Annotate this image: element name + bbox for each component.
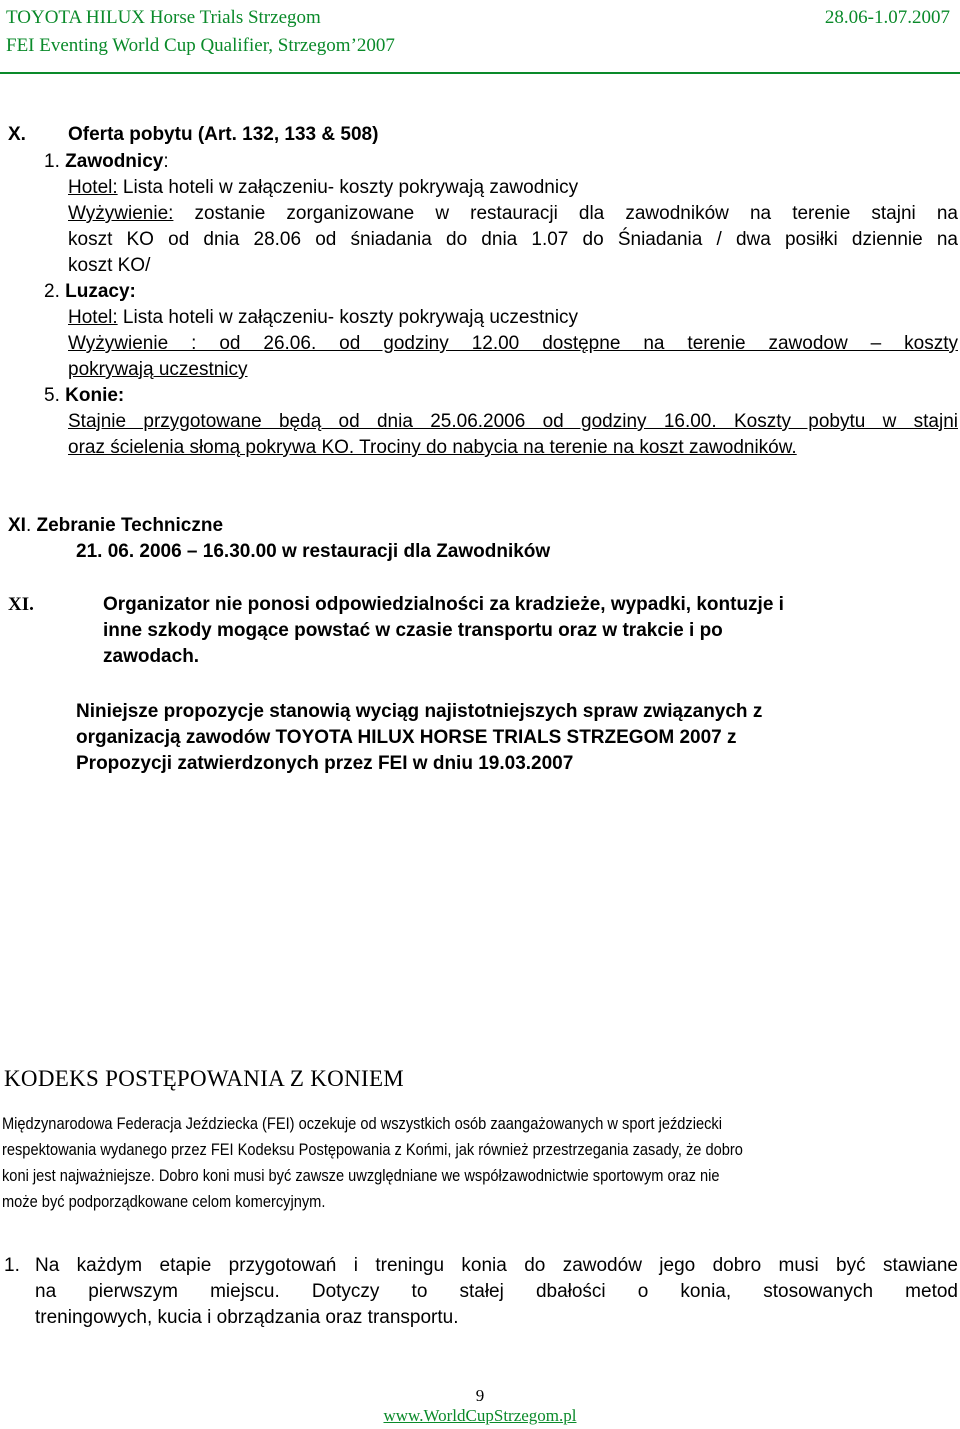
horses-line-1: Stajnie przygotowane będą od dnia 25.06.2006 od godziny 16.00. Koszty pobytu w stajni (68, 411, 958, 432)
food-riders-line-1 (68, 203, 958, 225)
item-1-heading (44, 151, 169, 173)
technical-meeting-detail: 21. 06. 2006 – 16.30.00 w restauracji dla Zawodników (76, 541, 551, 562)
kodeks-paragraph-line-1: Międzynarodowa Federacja Jeździecka (FEI) oczekuje od wszystkich osób zaangażowanych w sport jeździecki (2, 1114, 722, 1133)
summary-line-1: Niniejsze propozycje stanowią wyciąg najistotniejszych spraw związanych z (76, 701, 763, 722)
food-riders-text-1: zostanie zorganizowane w restauracji dla zawodników na terenie stajni na (173, 203, 958, 224)
hotel-riders-text: Lista hoteli w załączeniu- koszty pokrywają zawodnicy (117, 177, 579, 198)
hotel-grooms-label: Hotel: (68, 307, 118, 328)
website-link[interactable]: www.WorldCupStrzegom.pl (383, 1406, 577, 1425)
section-xi-title: Zebranie Techniczne (31, 515, 224, 536)
section-xi-b-number: XI. (8, 594, 34, 615)
summary-line-2: organizacją zawodów TOYOTA HILUX HORSE TRIALS STRZEGOM 2007 z (76, 727, 737, 748)
liability-line-1: Organizator nie ponosi odpowiedzialności za kradzieże, wypadki, kontuzje i (103, 594, 784, 615)
item-2-heading (44, 281, 136, 303)
item-5-title: Konie: (65, 385, 125, 406)
kodeks-item-1-line-1: Na każdym etapie przygotowań i treningu konia do zawodów jego dobro musi być stawiane (35, 1255, 958, 1276)
hotel-riders-label: Hotel: (68, 177, 118, 198)
item-5-heading (44, 385, 124, 407)
kodeks-item-1-number: 1. (4, 1255, 20, 1276)
header-event-title: TOYOTA HILUX Horse Trials Strzegom (6, 7, 321, 28)
kodeks-item-1-line-2: na pierwszym miejscu. Dotyczy to stałej dbałości o konia, stosowanych metod (35, 1281, 958, 1302)
food-riders-label: Wyżywienie: (68, 203, 174, 224)
item-2-title: Luzacy: (65, 281, 136, 302)
section-xi-technical-meeting (8, 515, 223, 537)
item-1-title: Zawodnicy (65, 151, 164, 172)
item-2-number: 2. (44, 281, 60, 302)
hotel-grooms-text: Lista hoteli w załączeniu- koszty pokrywają uczestnicy (117, 307, 579, 328)
liability-line-3: zawodach. (103, 646, 200, 667)
item-5-number: 5. (44, 385, 60, 406)
food-grooms-line-1: Wyżywienie : od 26.06. od godziny 12.00 dostępne na terenie zawodow – koszty (68, 333, 958, 354)
kodeks-item-1-line-3: treningowych, kucia i obrządzania oraz transportu. (35, 1307, 459, 1328)
hotel-grooms-line (68, 307, 578, 329)
header-event-subtitle: FEI Eventing World Cup Qualifier, Strzegom’2007 (6, 35, 395, 56)
section-xi-dot: . (25, 515, 32, 536)
food-riders-line-3: koszt KO/ (68, 255, 151, 276)
liability-line-2: inne szkody mogące powstać w czasie transportu oraz w trakcie i po (103, 620, 723, 641)
kodeks-paragraph-line-3: koni jest najważniejsze. Dobro koni musi być zawsze uwzględniane we współzawodnictwie sportowym oraz nie (2, 1166, 720, 1185)
item-1-colon: : (163, 151, 169, 172)
section-xi-number: XI (8, 515, 26, 536)
footer-link-wrap (0, 1406, 960, 1426)
horses-line-2: oraz ścielenia słomą pokrywa KO. Trociny do nabycia na terenie na koszt zawodników. (68, 437, 797, 458)
food-grooms-line-2: pokrywają uczestnicy (68, 359, 248, 380)
page-number: 9 (475, 1386, 485, 1405)
kodeks-paragraph-line-2: respektowania wydanego przez FEI Kodeksu Postępowania z Końmi, jak również przestrzegania zasady, że dobro (2, 1140, 743, 1159)
section-x-title: Oferta pobytu (Art. 132, 133 & 508) (68, 124, 379, 145)
header-divider (0, 72, 960, 74)
kodeks-paragraph-line-4: może być podporządkowane celom komercyjnym. (2, 1192, 326, 1211)
header-event-dates: 28.06-1.07.2007 (824, 7, 950, 28)
hotel-riders-line (68, 177, 578, 199)
item-1-number: 1. (44, 151, 60, 172)
summary-line-3: Propozycji zatwierdzonych przez FEI w dniu 19.03.2007 (76, 753, 574, 774)
food-riders-line-2: koszt KO od dnia 28.06 od śniadania do dnia 1.07 do Śniadania / dwa posiłki dziennie na (68, 229, 958, 250)
page-header (6, 4, 950, 60)
section-x-number: X. (8, 124, 26, 145)
kodeks-title: KODEKS POSTĘPOWANIA Z KONIEM (4, 1066, 405, 1091)
